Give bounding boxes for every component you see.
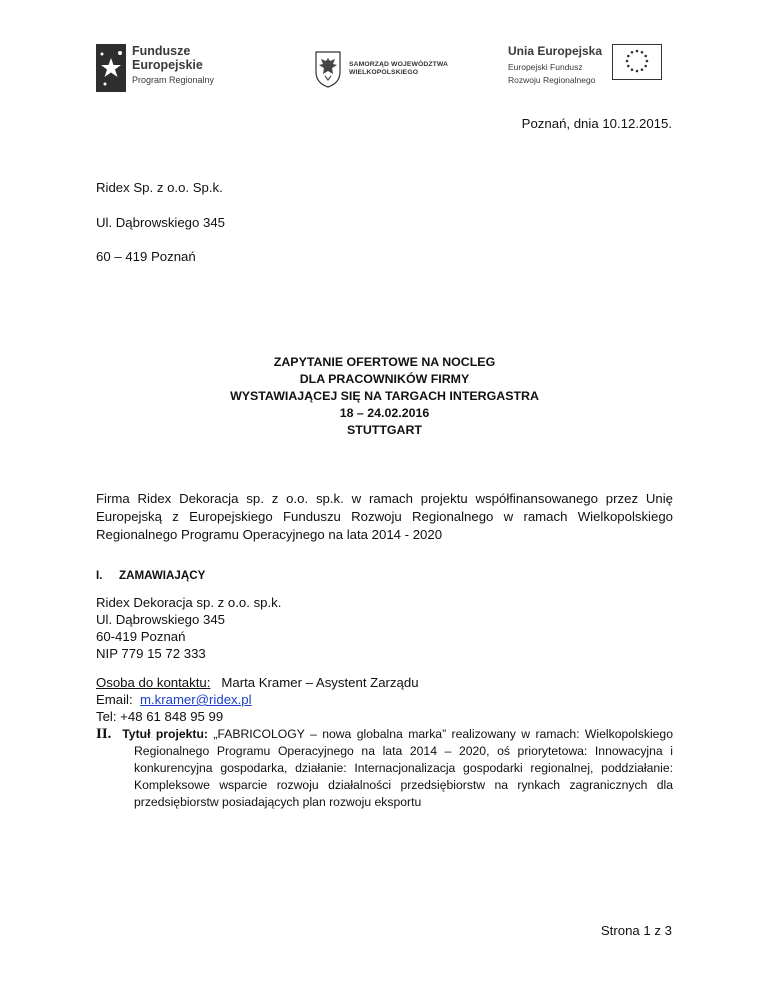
ordering-party-name: Ridex Dekoracja sp. z o.o. sp.k.	[96, 595, 282, 610]
recipient-street: Ul. Dąbrowskiego 345	[96, 215, 226, 230]
fe-title-line1: Fundusze	[132, 44, 191, 58]
ordering-party-details	[96, 594, 281, 662]
ue-sub-line2: Rozwoju Regionalnego	[508, 75, 596, 85]
sw-line1: SAMORZĄD WOJEWÓDZTWA	[349, 61, 449, 68]
section-2-text: „FABRICOLOGY – nowa globalna marka” realizowany w ramach: Wielkopolskiego Regionalnego Programu Operacyjnego na lata 2014 – 2020, oś priorytetowa: Innowacyjna i konkurencyjna gospodarka, działanie: Internacjonalizacja gospodarki regionalnej, poddziałanie: Kompleksowe wsparcie rozwoju działalności przedsiębiorstw na rynkach zagranicznych dla przedsiębiorstw posiadających plan rozwoju eksportu	[134, 727, 673, 809]
contact-phone: Tel: +48 61 848 95 99	[96, 709, 224, 724]
eagle-crest-icon	[313, 50, 343, 88]
ordering-party-street: Ul. Dąbrowskiego 345	[96, 612, 226, 627]
recipient-city: 60 – 419 Poznań	[96, 249, 196, 264]
section-2-label: Tytuł projektu:	[122, 727, 208, 741]
email-label: Email:	[96, 692, 133, 707]
section-1-title: ZAMAWIAJĄCY	[119, 569, 206, 582]
ue-title: Unia Europejska	[508, 44, 603, 58]
page-number: Strona 1 z 3	[600, 923, 672, 938]
fundusze-europejskie-star-icon	[96, 44, 126, 92]
contact-label: Osoba do kontaktu:	[96, 675, 211, 690]
email-link[interactable]: m.kramer@ridex.pl	[139, 692, 252, 707]
title-line1: ZAPYTANIE OFERTOWE NA NOCLEG	[273, 355, 496, 369]
title-line4: 18 – 24.02.2016	[339, 406, 430, 420]
fundusze-europejskie-logo	[96, 44, 214, 94]
fe-subtitle: Program Regionalny	[132, 75, 215, 85]
title-line3: WYSTAWIAJĄCEJ SIĘ NA TARGACH INTERGASTRA	[230, 389, 539, 403]
ordering-party-city: 60-419 Poznań	[96, 629, 186, 644]
contact-person: Marta Kramer – Asystent Zarządu	[221, 675, 419, 690]
section-2	[96, 726, 673, 811]
contact-block	[96, 674, 419, 725]
recipient-name: Ridex Sp. z o.o. Sp.k.	[96, 180, 223, 195]
section-1-heading	[96, 569, 205, 582]
section-2-number: II.	[96, 726, 112, 742]
eu-flag-icon	[612, 44, 662, 80]
section-1-number: I.	[96, 569, 103, 582]
samorzad-wojewodztwa-logo	[313, 50, 448, 88]
document-date: Poznań, dnia 10.12.2015.	[521, 116, 672, 131]
title-line2: DLA PRACOWNIKÓW FIRMY	[299, 372, 470, 386]
ordering-party-nip: NIP 779 15 72 333	[96, 646, 206, 661]
sw-line2: WIELKOPOLSKIEGO	[349, 69, 419, 76]
ue-sub-line1: Europejski Fundusz	[508, 62, 583, 72]
title-line5: STUTTGART	[346, 423, 423, 437]
unia-europejska-logo	[508, 44, 662, 85]
document-title	[96, 354, 673, 439]
fe-title-line2: Europejskie	[132, 58, 203, 72]
intro-paragraph: Firma Ridex Dekoracja sp. z o.o. sp.k. w ramach projektu współfinansowanego przez Unię Europejską z Europejskiego Funduszu Rozwoju Regionalnego w ramach Wielkopolskiego Regionalnego Programu Operacyjnego na lata 2014 - 2020	[96, 491, 673, 542]
